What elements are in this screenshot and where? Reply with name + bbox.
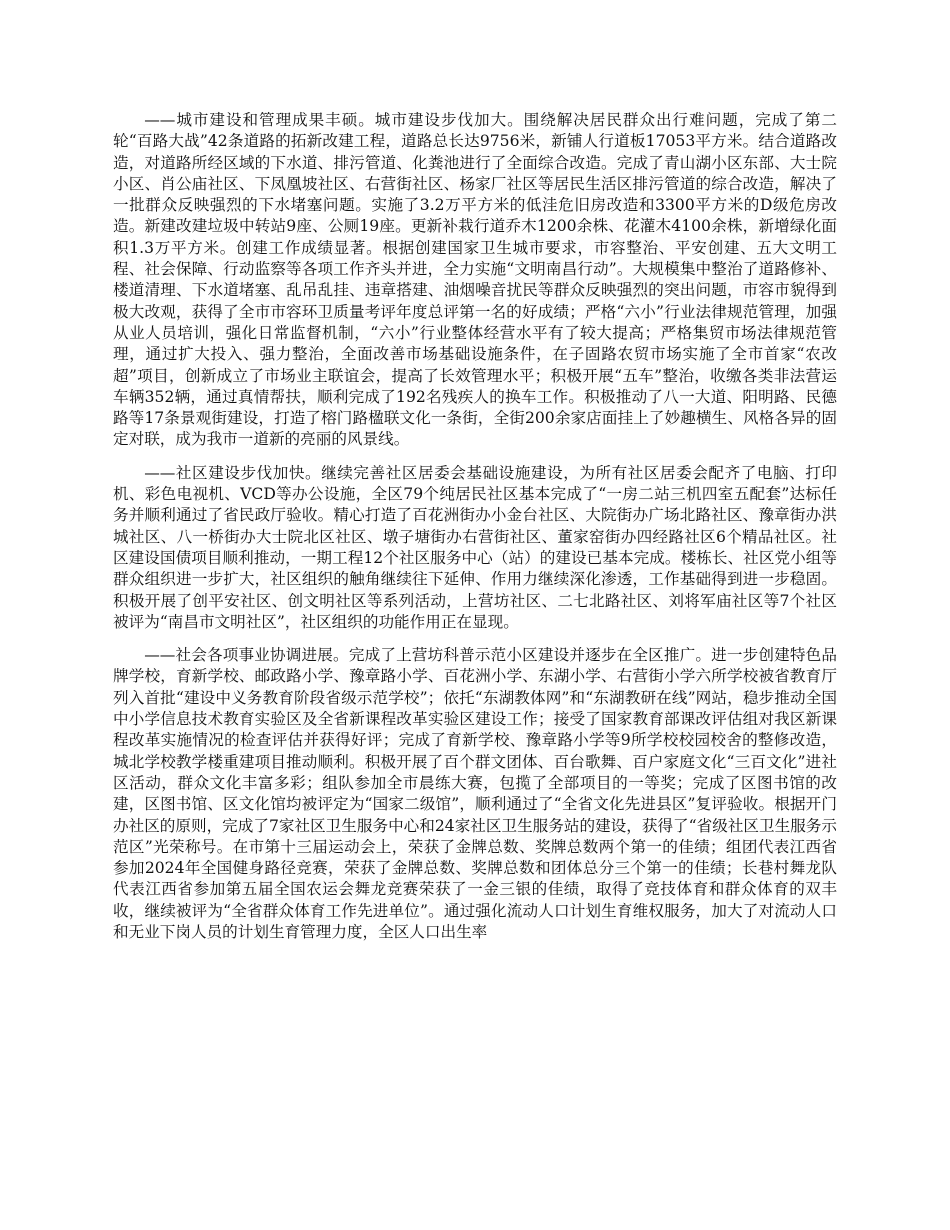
document-body [113,110,837,955]
paragraph-community-building: ——社区建设步伐加快。继续完善社区居委会基础设施建设，为所有社区居委会配齐了电脑、打印机、彩色电视机、VCD等办公设施，全区79个纯居民社区基本完成了“一房二站三机四室五配套”达标任务并顺利通过了省民政厅验收。精心打造了百花洲街办小金台社区、大院街办广场北路社区、豫章街办洪城社区、八一桥街办大士院北区社区、墩子塘街办右营街社区、董家窑街办四经路社区6个精品社区。社区建设国债项目顺利推动，一期工程12个社区服务中心（站）的建设已基本完成。楼栋长、社区党小组等群众组织进一步扩大，社区组织的触角继续往下延伸、作用力继续深化渗透，工作基础得到进一步稳固。积极开展了创平安社区、创文明社区等系列活动，上营坊社区、二七北路社区、刘将军庙社区等7个社区被评为“南昌市文明社区”，社区组织的功能作用正在显现。 [113,463,837,631]
paragraph-urban-construction: ——城市建设和管理成果丰硕。城市建设步伐加大。围绕解决居民群众出行难问题，完成了第二轮“百路大战”42条道路的拓新改建工程，道路总长达9756米，新铺人行道板17053平方米。结合道路改造，对道路所经区域的下水道、排污管道、化粪池进行了全面综合改造。完成了青山湖小区东部、大士院小区、肖公庙社区、下凤凰坡社区、右营街社区、杨家厂社区等居民生活区排污管道的综合改造，解决了一批群众反映强烈的下水堵塞问题。实施了3.2万平方米的低洼危旧房改造和3300平方米的D级危房改造。新建改建垃圾中转站9座、公厕19座。更新补栽行道乔木1200余株、花灌木4100余株，新增绿化面积1.3万平方米。创建工作成绩显著。根据创建国家卫生城市要求，市容整治、平安创建、五大文明工程、社会保障、行动监察等各项工作齐头并进，全力实施“文明南昌行动”。大规模集中整治了道路修补、楼道清理、下水道堵塞、乱吊乱挂、违章搭建、油烟噪音扰民等群众反映强烈的突出问题，市容市貌得到极大改观，获得了全市市容环卫质量考评年度总评第一名的好成绩；严格“六小”行业法律规范管理，加强从业人员培训，强化日常监督机制，“六小”行业整体经营水平有了较大提高；严格集贸市场法律规范管理，通过扩大投入、强力整治，全面改善市场基础设施条件，在子固路农贸市场实施了全市首家“农改超”项目，创新成立了市场业主联谊会，提高了长效管理水平；积极开展“五车”整治，收缴各类非法营运车辆352辆，通过真情帮扶，顺利完成了192名残疾人的换车工作。积极推动了八一大道、阳明路、民德路等17条景观街建设，打造了榕门路楹联文化一条街，全街200余家店面挂上了妙趣横生、风格各异的固定对联，成为我市一道新的亮丽的风景线。 [113,111,837,449]
paragraph-social-undertakings: ——社会各项事业协调进展。完成了上营坊科普示范小区建设并逐步在全区推广。进一步创建特色品牌学校，育新学校、邮政路小学、豫章路小学、百花洲小学、东湖小学、右营街小学六所学校被省教育厅列入首批“建设中义务教育阶段省级示范学校”；依托“东湖教体网”和“东湖教研在线”网站，稳步推动全国中小学信息技术教育实验区及全省新课程改革实验区建设工作；接受了国家教育部课改评估组对我区新课程改革实施情况的检查评估并获得好评；完成了育新学校、豫章路小学等9所学校校园校舍的整修改造，城北学校教学楼重建项目推动顺利。积极开展了百个群文团体、百台歌舞、百户家庭文化“三百文化”进社区活动，群众文化丰富多彩；组队参加全市晨练大赛，包揽了全部项目的一等奖；完成了区图书馆的改建，区图书馆、区文化馆均被评定为“国家二级馆”，顺利通过了“全省文化先进县区”复评验收。根据开门办社区的原则，完成了7家社区卫生服务中心和24家社区卫生服务站的建设，获得了“省级社区卫生服务示范区”光荣称号。在市第十三届运动会上，荣获了金牌总数、奖牌总数两个第一的佳绩；组团代表江西省参加2024年全国健身路径竞赛，荣获了金牌总数、奖牌总数和团体总分三个第一的佳绩；长巷村舞龙队代表江西省参加第五届全国农运会舞龙竞赛荣获了一金三银的佳绩，取得了竞技体育和群众体育的双丰收，继续被评为“全省群众体育工作先进单位”。通过强化流动人口计划生育维权服务，加大了对流动人口和无业下岗人员的计划生育管理力度，全区人口出生率 [113,646,837,941]
